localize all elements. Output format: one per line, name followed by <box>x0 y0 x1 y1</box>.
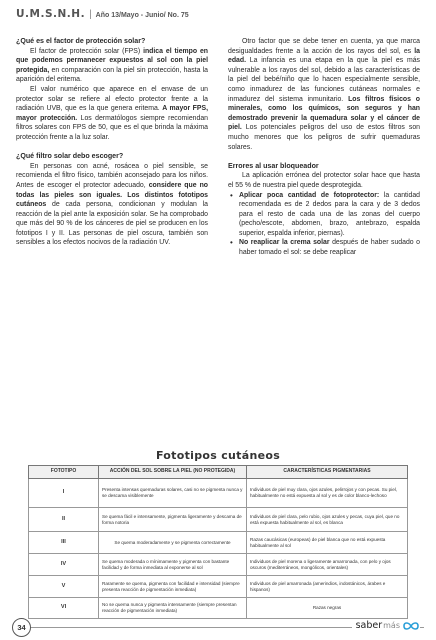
cell-action: Presenta intensas quemaduras solares, casi no se pigmenta nunca y se descama visiblemente <box>99 479 247 508</box>
cell-traits: Razas negras <box>247 598 408 619</box>
table-row <box>29 508 408 532</box>
cell-action: Se quema moderada o mínimamente y pigmenta con bastante facilidad y de forma inmediata al exponerse al sol <box>99 554 247 576</box>
table-title: Fototipos cutáneos <box>155 449 281 462</box>
heading-errors: Errores al usar bloqueador <box>228 161 319 170</box>
list-item: • No reaplicar la crema solar después de haber sudado o haber tomado el sol: se debe reaplicar <box>228 238 420 257</box>
cell-type: IV <box>29 554 99 576</box>
cell-traits: Individuos de piel muy clara, ojos azules, pelirrojos y con pecas. Su piel, habitualmente no está expuesta al sol y es de color blanco-lechoso <box>247 479 408 508</box>
column-header-fototipo: FOTOTIPO <box>29 466 99 479</box>
table-row <box>29 532 408 554</box>
logo-accent-text: más <box>383 621 400 630</box>
page-header <box>16 8 420 22</box>
cell-type: V <box>29 576 99 598</box>
header-brand: U.M.S.N.H. <box>16 8 86 20</box>
cell-action: Se quema fácil e intensamente, pigmenta ligeramente y descama de forma notoria <box>99 508 247 532</box>
fototipos-table <box>28 465 408 619</box>
table-row <box>29 576 408 598</box>
table-row <box>29 554 408 576</box>
page-footer <box>0 617 436 640</box>
paragraph-age-factor: Otro factor que se debe tener en cuenta, ya que marca desigualdades frente a la acción de los rayos del sol, es la edad. La infancia es una etapa en la que la piel es más vulnerable a los rayos del sol, debido a las características de la piel del bebé/niño que lo hacen especialmente sensible, como inmadurez de las funciones cutáneas normales e inmadurez del sistema inmunitario. Los filtros físicos o minerales, como los químicos, son seguros y han demostrado prevenir la quemadura solar y el cáncer de piel. Los potenciales peligros del uso de estos filtros son mucho menores que los peligros de sufrir quemaduras solares. <box>228 38 420 151</box>
saber-mas-logo <box>352 620 420 631</box>
cell-traits: Individuos de piel clara, pelo rubio, ojos azules y pecas, cuya piel, que no está expuesta habitualmente al sol, es blanca <box>247 508 408 532</box>
list-item: • Aplicar poca cantidad de fotoprotector: la cantidad recomendada es de 2 dedos para la cara y de 3 dedos para el resto de cada una de las zonas del cuerpo (pecho/escote, abdomen, brazo, antebrazo, espalda superior, espalda inferior, piernas). <box>228 191 420 239</box>
paragraph-fps-definition: El factor de protección solar (FPS) indica el tiempo en que podemos permanecer expuestos al sol con la piel protegida, en comparación con la piel sin protección, hasta la aparición del eritema. <box>16 47 209 84</box>
table-row <box>29 598 408 619</box>
cell-type: III <box>29 532 99 554</box>
cell-type: I <box>29 479 99 508</box>
cell-type: II <box>29 508 99 532</box>
table-row <box>29 479 408 508</box>
right-column <box>228 37 420 258</box>
heading-fps: ¿Qué es el factor de protección solar? <box>16 37 146 45</box>
header-separator: | <box>89 9 92 20</box>
cell-action: Raramente se quema, pigmenta con facilidad e intensidad (siempre presenta reacción de pigmentación inmediata) <box>99 576 247 598</box>
paragraph-errors: La aplicación errónea del protector solar hace que hasta el 55 % de nuestra piel quede desprotegida. <box>228 172 420 189</box>
heading-choose-filter: ¿Qué filtro solar debo escoger? <box>16 152 124 161</box>
errors-list <box>228 191 420 258</box>
column-header-traits: CARACTERÍSTICAS PIGMENTARIAS <box>247 466 408 479</box>
header-issue: Año 13/Mayo - Junio/ No. 75 <box>95 12 189 19</box>
column-header-action: ACCIÓN DEL SOL SOBRE LA PIEL (NO PROTEGIDA) <box>99 466 247 479</box>
cell-action: No se quema nunca y pigmenta intensamente (siempre presentan reacción de pigmentación inmediata) <box>99 598 247 619</box>
left-column <box>16 37 208 248</box>
infinity-icon <box>402 621 420 631</box>
cell-traits: Individuos de piel amarronada (amerindios, indostánicos, árabes e hispanos) <box>247 576 408 598</box>
cell-traits: Razas caucásicas (europeas) de piel blanca que no está expuesta habitualmente al sol <box>247 532 408 554</box>
paragraph-fps-value: El valor numérico que aparece en el envase de un protector solar se refiere al efecto protector frente a la radiación UVB, que es la que genera eritema. A mayor FPS, mayor protección. Los dermatólogos siempre recomiendan filtros solares con FPS de 50, que es el que brinda la máxima protección frente a la luz solar. <box>16 85 209 141</box>
table-header-row <box>29 466 408 479</box>
cell-action: Se quema moderadamente y se pigmenta correctamente <box>99 532 247 554</box>
cell-type: VI <box>29 598 99 619</box>
page-number: 34 <box>12 618 31 637</box>
cell-traits: Individuos de piel morena o ligeramente amarronada, con pelo y ojos oscuros (mediterráneos, mongólicos, orientales) <box>247 554 408 576</box>
paragraph-choose-filter: En personas con acné, rosácea o piel sensible, se recomienda el filtro físico, también aconsejado para los niños. Antes de escoger el protector adecuado, considere que no todas las pieles son iguales. Los distintos fototipos cutáneos de cada persona, condicionan y modulan la reacción de la piel ante la exposición solar. Se ha comprobado que más del 90 % de los cánceres de piel se producen en los fototipos I y II. Las personas de piel oscura, también son sensibles a los efectos nocivos de la radiación UV. <box>16 162 208 247</box>
logo-main-text: saber <box>355 620 383 631</box>
